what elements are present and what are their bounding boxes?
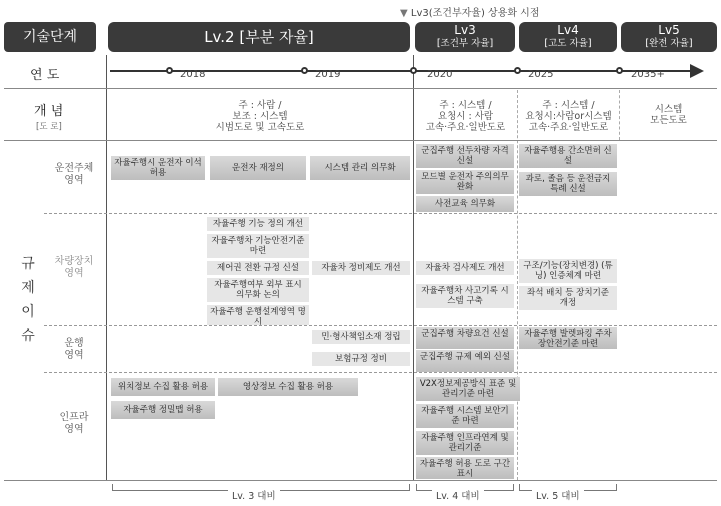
- box-system-management: 시스템 관리 의무화: [310, 156, 410, 180]
- box-tuning-certification: 구조/기능(장치변경) (튜닝) 인증체계 마련: [519, 259, 617, 283]
- box-infra-link: 자율주행 인프라연계 및 관리기준: [416, 431, 514, 455]
- divider-concept: [4, 140, 717, 141]
- lv5-header: Lv5 [완전 자율]: [621, 22, 717, 52]
- concept-lv3: 주 : 시스템 / 요청시 : 사람 고속·주요·일반도로: [425, 100, 506, 133]
- box-liability: 민·형사책임소재 정립: [312, 330, 410, 344]
- box-pre-education: 사전교육 의무화: [416, 196, 514, 212]
- box-seat-arrangement: 좌석 배치 등 장치기준 개정: [519, 286, 617, 310]
- box-maintenance-system: 자율차 정비제도 개선: [312, 261, 410, 275]
- box-precision-map: 자율주행 정밀맵 허용: [111, 401, 215, 419]
- year-2020: 2020: [427, 69, 453, 80]
- concept-lv5: 시스템 모든도로: [650, 104, 687, 126]
- box-mode-driver-duty: 모드별 운전자 주의의무 완화: [416, 170, 514, 194]
- timeline-dot-2035: [616, 67, 623, 74]
- box-inspection-system: 자율차 검사제도 개선: [416, 261, 514, 275]
- lv4-left-divider: [517, 90, 518, 480]
- issue-label: 규 제 이 슈: [21, 256, 35, 344]
- bracket-label-lv3: Lv. 3 대비: [228, 488, 280, 502]
- box-functional-safety: 자율주행차 기능안전기준 마련: [207, 234, 309, 258]
- box-external-indication: 자율주행여부 외부 표시 의무화 논의: [207, 278, 309, 302]
- box-v2x-standard: V2X정보제공방식 표준 및 관리기준 마련: [416, 377, 520, 401]
- triangle-down-icon: ▼: [400, 8, 408, 19]
- concept-lv4: 주 : 시스템 / 요청시:사람or시스템 고속·주요·일반도로: [525, 100, 612, 133]
- lv2-left-divider: [106, 55, 107, 480]
- box-video-data: 영상정보 수집 활용 허용: [218, 378, 358, 396]
- box-function-definition: 자율주행 기능 정의 개선: [207, 217, 309, 231]
- timeline-dot-2019: [301, 67, 308, 74]
- box-control-transfer: 제어권 전환 규정 신설: [207, 261, 309, 275]
- box-driver-absence: 자율주행시 운전자 이석 허용: [111, 156, 205, 180]
- concept-lv2: 주 : 사람 / 보조 : 시스템 시범도로 및 고속도로: [215, 100, 305, 133]
- box-odd-specification: 자율주행 운행설계영역 명시: [207, 305, 309, 325]
- divider-timeline: [4, 88, 717, 89]
- row-label-infra: 인프라 영역: [59, 412, 89, 435]
- timeline-dot-2025: [514, 67, 521, 74]
- box-security-standard: 자율주행 시스템 보안기준 마련: [416, 404, 514, 428]
- box-platoon-lead-qualification: 군집주행 선두차량 자격 신설: [416, 144, 514, 168]
- divider-vehicle: [44, 325, 717, 326]
- box-platoon-vehicle-req: 군집주행 차량요건 신설: [416, 327, 514, 349]
- year-2035: 2035+: [631, 69, 665, 80]
- top-note: ▼ Lv3(조건부자율) 상용화 시점: [400, 8, 540, 19]
- concept-label: 개 념: [34, 104, 64, 119]
- lv3-header: Lv3 [조건부 자율]: [415, 22, 515, 52]
- box-valet-parking: 자율주행 발렛파킹 주차장안전기준 마련: [519, 327, 617, 349]
- row-label-driver: 운전주체 영역: [54, 163, 94, 186]
- box-fatigue-exemption: 과로, 졸음 등 운전금지 특례 신설: [519, 172, 617, 196]
- box-insurance: 보험규정 정비: [312, 352, 410, 366]
- timeline-label: 연 도: [30, 68, 60, 83]
- row-label-vehicle: 차량장치 영역: [54, 256, 94, 279]
- bracket-label-lv4: Lv. 4 대비: [432, 488, 484, 502]
- timeline-dot-2018: [166, 67, 173, 74]
- bracket-label-lv5: Lv. 5 대비: [532, 488, 584, 502]
- divider-operation: [44, 372, 717, 373]
- timeline-dot-2020: [410, 67, 417, 74]
- box-simplified-license: 자율주행용 간소면허 신설: [519, 144, 617, 168]
- row-label-operation: 운행 영역: [64, 338, 84, 361]
- year-2018: 2018: [180, 69, 206, 80]
- box-road-section-display: 자율주행 허용 도로 구간 표시: [416, 457, 514, 479]
- lv4-header: Lv4 [고도 자율]: [519, 22, 617, 52]
- box-accident-recorder: 자율주행차 사고기록 시스템 구축: [416, 284, 514, 308]
- box-redefine-driver: 운전자 재정의: [210, 156, 306, 180]
- year-2025: 2025: [528, 69, 554, 80]
- stage-header: 기술단계: [4, 22, 96, 52]
- box-platoon-exception: 군집주행 규제 예외 신설: [416, 350, 514, 372]
- concept-sublabel: [도 로]: [36, 122, 62, 132]
- lv2-header: Lv.2 [부분 자율]: [108, 22, 410, 52]
- divider-bottom: [4, 480, 717, 481]
- arrow-right-icon: [690, 64, 704, 78]
- year-2019: 2019: [315, 69, 341, 80]
- box-location-data: 위치정보 수집 활용 허용: [111, 378, 215, 396]
- divider-driver: [44, 213, 717, 214]
